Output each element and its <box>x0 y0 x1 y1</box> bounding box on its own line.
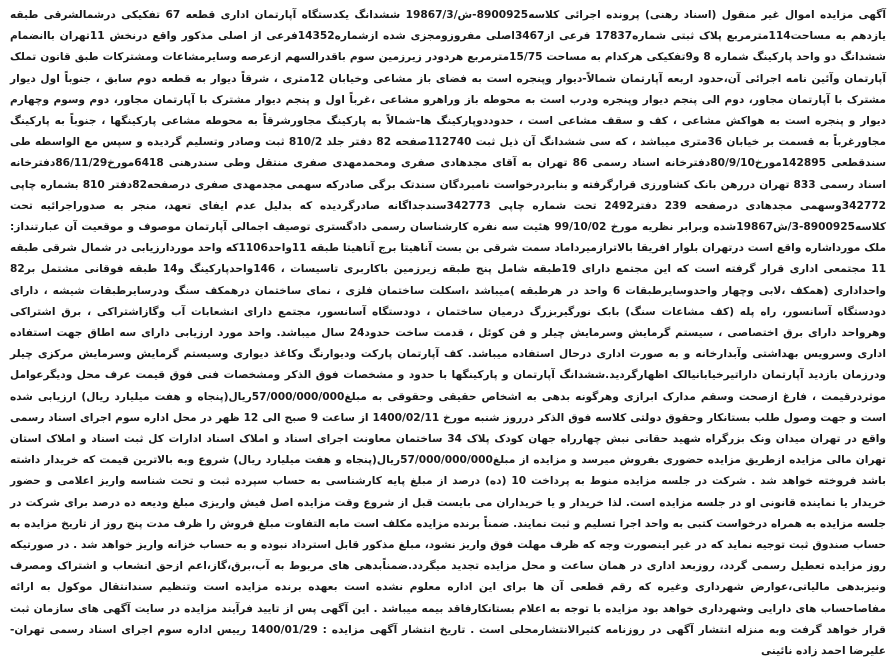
auction-notice-text <box>10 5 887 658</box>
notice-paragraph: آگهی مزایده اموال غیر منقول (اسناد رهنی) پرونده اجرائی کلاسه8900925-ش/19867/3 ششدانگ یکدستگاه آپارتمان اداری قطعه 67 تفکیکی درشمالشرقی طبقه یازدهم به مساحت114مترمربع پلاک ثبتی شماره17837 فرعی از3467اصلی مفروزومجزی شده ازشماره14352فرعی از اصلی مذکور واقع درنخش 11تهران باانضمام ششدانگ دو واحد پارکینگ شماره 8 و9تفکیکی هرکدام به مساحت 15/75مترمربع هردودر زیرزمین سوم باقدرالسهم ازعرصه وسایرمشاعات ومشترکات طبق قانون تملک آپارتمان وآئین نامه اجرائی آن،حدود اربعه آپارتمان شمالاً-دیوار وپنجره است به فضای باز مشاعی وخیابان 12متری ، شرقاً دیوار به قطعه دوم سابق ، جنوباً اول دیوار مشترک با آپارتمان مجاور، دوم الی پنجم دیوار وپنجره ودرب است به محوطه باز وراهرو مشاعی ،غرباً اول و پنجم دیوار مشترک با آپارتمان مجاور، دوم وسوم وچهارم دیوار و پنجره است به هواکش مشاعی ، کف و سقف مشاعی است ، حدوددوپارکینگ ها-شمالاً به پارکینگ مجاورشرقاً به محوطه مشاعی پارکینگها ، جنوباً به پارکینگ مجاورغرباً به قسمت بر خیابان 36متری میباشد ، که سی ششدانگ آن ذیل ثبت 112740صفحه 82 دفتر جلد 810/2 ثبت وصادر وتسلیم گردیده و سپس مع الواسطه طی سندقطعی 142895مورخ80/9/10دفترخانه اسناد رسمی 86 تهران به آقای مجدهادی صفری ومحمدمهدی صفری منتقل وطی سندرهنی 6418مورخ86/11/29دفترخانه اسناد رسمی 833 تهران دررهن بانک کشاورزی قرارگرفته و بنابردرخواست نامبردگان سندتک برگی صادرکه سهمی مجدمهدی صفری درصفحه82دفتر 810 بشماره چاپی 342772وسهمی مجدهادی درصفحه 239 دفتر2492 تحت شماره چاپی 342773سندجداگانه صادرگردیده که بدلیل عدم ایفای تعهد، منجر به صدوراجرائیه تحت کلاسه8900925-3/ش19867شده وبرابر نظریه مورخ 99/10/02 هئیت سه نفره کارشناسان رسمی دادگستری توصیف اجمالی آپارتمان موصوف و موقعیت آن عبارتنداز: ملک مورداشاره واقع است درتهران بلوار افریقا بالاترازمیرداماد سمت شرقی بن بست آناهیتا برج آناهیتا طبقه 11واحد1106که واحد موردارزیابی در شمال شرقی طبقه 11 مجتمعی اداری قرار گرفته است که این مجتمع دارای 19طبقه شامل پنج طبقه زیرزمین باکاربری تاسیسات ، 146واحدپارکینگ و14 طبقه فوقانی مشتمل بر82 واحداداری (همکف ،لابی وچهار واحدوسایرطبقات 6 واحد در هرطبقه )میباشد ،اسکلت ساختمان فلزی ، نمای ساختمان درهمکف سنگ ودرسایرطبقات شیشه ، دارای دودستگاه آسانسور، راه پله (کف مشاعات سنگ) بابک نورگیربزرگ درمیان ساختمان ، دودستگاه آسانسور، مجتمع دارای انشعابات آب وگازاشتراکی ، برق اشتراکی وهرواحد دارای برق اختصاصی ، سیستم گرمایش وسرمایش چیلر و فن کوئل ، قدمت ساخت حدود24 سال میباشد. واحد مورد ارزیابی دارای سه اطاق جهت استفاده اداری وسرویس بهداشتی وآبدارخانه و به صورت اداری درحال استفاده میباشد. کف آپارتمان پارکت ودیوارنگ وکاغذ دیواری وسیستم گرمایش وسرمایش مرکزی چیلر ودرزمان بازدید آپارتمان داراتیرخیابانیالک اظهارگردید.ششدانگ آپارتمان و پارکینگها با حدود و مشخصات فوق الذکر ومشخصات فنی فوق قیمت عرف محل ودیگرعوامل موثردرقیمت ، فارغ ازصحت وسقم مدارک ابرازی وهرگونه بدهی به اشخاص حقیقی وحقوقی به مبلغ57/000/000/000ریال(پنجاه و هفت میلیارد ریال) ارزیابی شده است و جهت وصول طلب بستانکار وحقوق دولتی کلاسه فوق الذکر درروز شنبه مورخ 1400/02/11 از ساعت 9 صبح الی 12 ظهر در محل اداره سوم اجرای اسناد رسمی واقع در تهران میدان ونک بزرگراه شهید حقانی نبش چهارراه جهان کودک پلاک 34 ساختمان معاونت اجرای اسناد و املاک اسناد ادارات کل ثبت اسناد و املاک استان تهران مالی مزایده ازطریق مزایده حضوری بفروش میرسد و مزایده از مبلغ57/000/000/000ریال(پنجاه و هفت میلیارد ریال) شروع وبه بالاترین قیمت که خریدار داشته باشد فروخته خواهد شد . شرکت در جلسه مزایده منوط به پرداخت 10 (ده) درصد از مبلغ پایه کارشناسی به حساب سپرده ثبت و تحت شناسه واریز اعلامی و حضور خریدار یا نماینده قانونی او در جلسه مزایده است. لذا خریدار و یا خریداران می بایست قبل از شروع وقت مزایده اصل فیش واریزی مبلغ ودیعه ده درصد برای شرکت در جلسه مزایده به همراه درخواست کتبی به واحد اجرا تسلیم و ثبت نمایند. ضمناً برنده مزایده مکلف است مابه التفاوت مبلغ فروش را ظرف مدت پنج روز از تاریخ مزایده به حساب صندوق ثبت توجیه نماید که در غیر اینصورت وجه که ظرف مهلت فوق واریز نشود، مبلغ مذکور قابل استرداد نبوده و به حساب خزانه واریز خواهد شد . در صورتیکه روز مزایده تعطیل رسمی گردد، روزبعد اداری در همان ساعت و محل مزایده تجدید میگردد.ضمناًبدهی های مربوط به آب،برق،گاز،اعم ازحق انشعاب و اشتراک ومصرف ونیزبدهی مالیاتی،عوارض شهرداری وغیره که رقم قطعی آن ها برای این اداره معلوم نشده است بعهده برنده مزایده است وتنظیم سندانتقال موکول به ارائه مفاصاحساب های دارایی وشهرداری خواهد بود مزایده با توجه به اعلام بستانکارفاقد بیمه میباشد . این آگهی پس از تایید فرآیند مزایده در سایت آگهی های سازمان ثبت قرار خواهد گرفت وبه منزله انتشار آگهی در روزنامه کثیرالانتشارمحلی است . تاریخ انتشار آگهی مزایده : 1400/01/29 رییس اداره سوم اجرای اسناد رسمی تهران- علیرضا احمد زاده نائینی <box>10 9 887 658</box>
